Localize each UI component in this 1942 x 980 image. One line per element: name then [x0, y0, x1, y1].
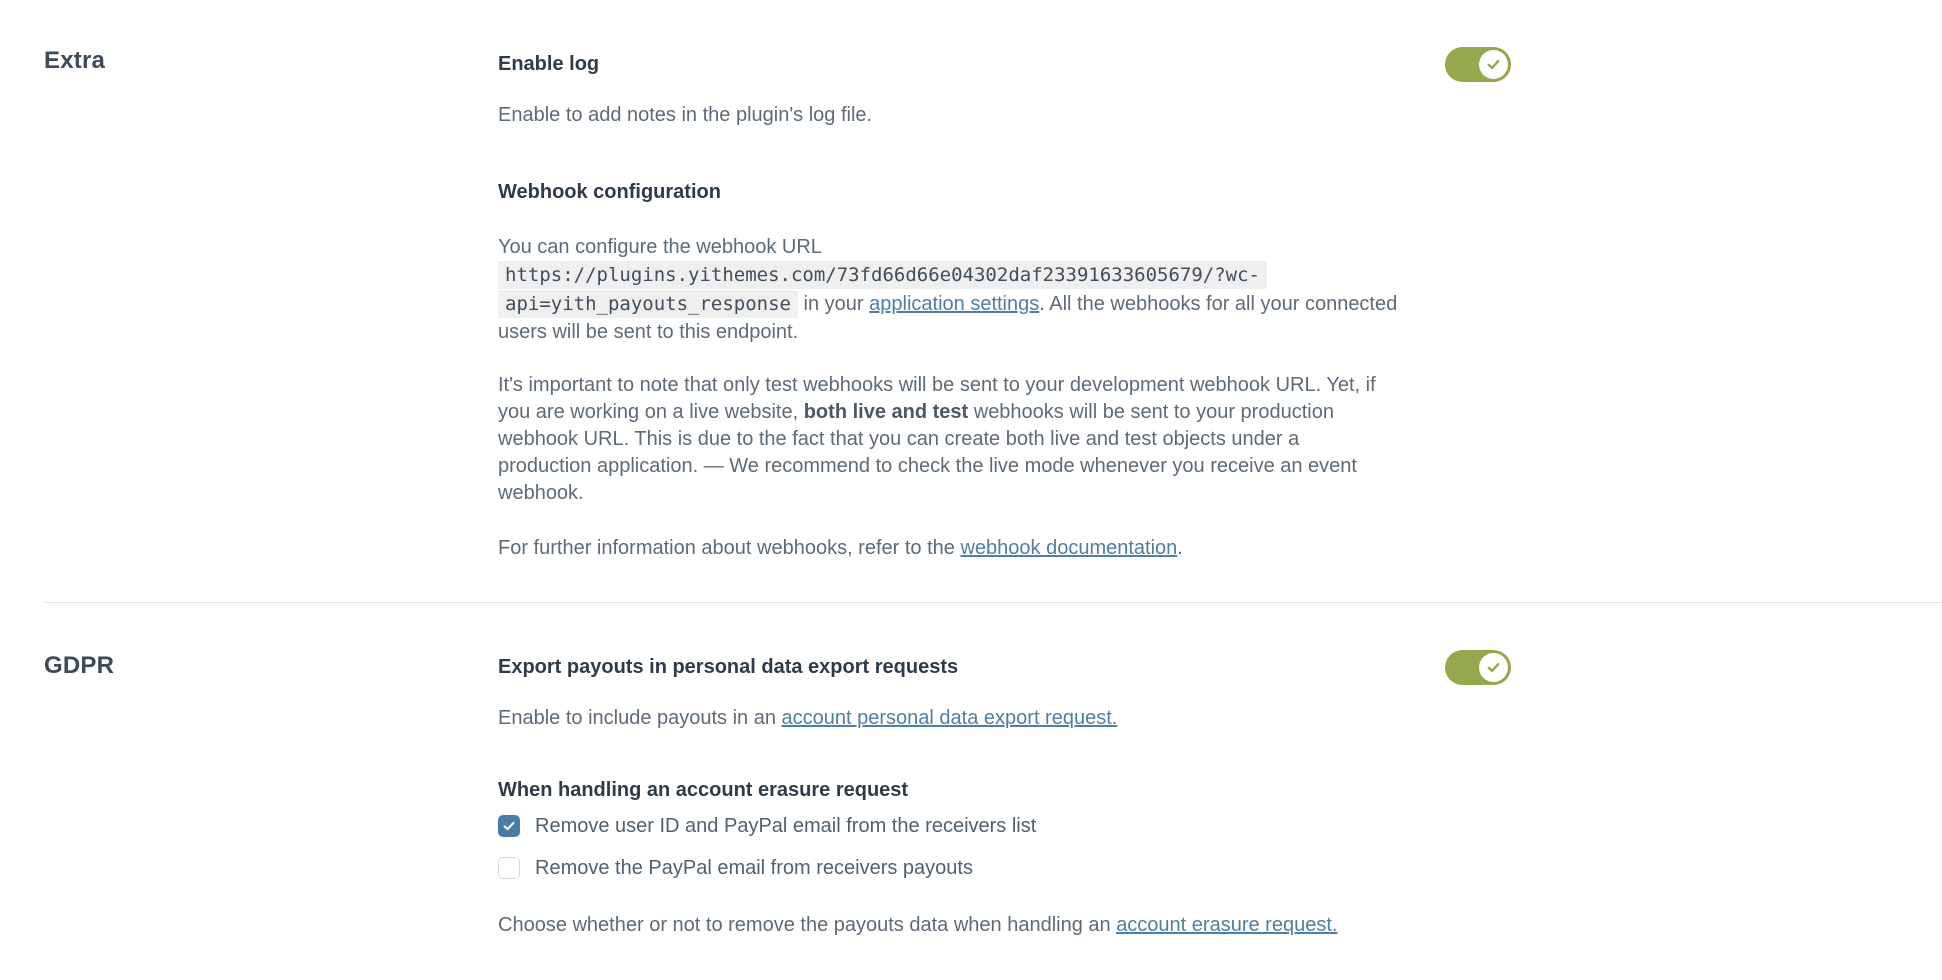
webhook-documentation-link[interactable]: webhook documentation [960, 537, 1178, 559]
account-erasure-request-link[interactable]: account erasure request. [1116, 914, 1338, 936]
section-title-extra: Extra [44, 47, 106, 74]
webhook-paragraph-2 [498, 372, 1398, 507]
section-gdpr-label-column [0, 603, 498, 969]
check-icon [1486, 57, 1501, 72]
application-settings-link[interactable]: application settings [869, 293, 1040, 315]
enable-log-field [498, 46, 1511, 82]
export-desc-text: Enable to include payouts in an [498, 707, 782, 729]
webhook-p2-bold-text: both live and test [803, 401, 969, 423]
webhook-url-code: https://plugins.yithemes.com/73fd66d66e04302daf23391633605679/?wc-api=yith_payouts_response [498, 261, 1267, 318]
webhook-p3-text-before: For further information about webhooks, refer to the [498, 537, 961, 559]
webhook-p1-text-before: You can configure the webhook URL [498, 236, 822, 258]
remove-paypal-email-checkbox-label[interactable]: Remove the PayPal email from receivers payouts [535, 856, 973, 879]
webhook-p1-text-mid: in your [803, 293, 870, 315]
erasure-option-row [498, 854, 1511, 882]
remove-paypal-email-checkbox[interactable] [498, 857, 520, 879]
remove-user-id-checkbox-label[interactable]: Remove user ID and PayPal email from the receivers list [535, 814, 1037, 837]
section-title-gdpr: GDPR [44, 652, 115, 679]
section-gdpr-content [498, 603, 1511, 969]
webhook-p2-text-after: webhooks will be sent to your production webhook URL. This is due to the fact that you can create both live and test objects under a production application. — We recommend to check the live mode whenever you receive an event webhook. [498, 401, 1357, 504]
section-extra-label-column [0, 0, 498, 602]
webhook-paragraph-1 [498, 234, 1398, 346]
toggle-knob [1479, 653, 1508, 682]
remove-user-id-checkbox[interactable] [498, 815, 520, 837]
enable-log-description: Enable to add notes in the plugin's log file. [498, 104, 873, 126]
erasure-description [498, 912, 1398, 939]
webhook-config-heading: Webhook configuration [498, 181, 721, 203]
check-icon [1486, 660, 1501, 675]
enable-log-label: Enable log [498, 52, 600, 75]
export-payouts-toggle[interactable] [1445, 650, 1511, 685]
personal-data-export-request-link[interactable]: account personal data export request. [781, 707, 1118, 729]
toggle-knob [1479, 50, 1508, 79]
webhook-p1-text-after: . All the webhooks for all your connected users will be sent to this endpoint. [498, 293, 1398, 343]
export-payouts-field [498, 649, 1511, 685]
enable-log-toggle[interactable] [1445, 47, 1511, 82]
webhook-paragraph-3 [498, 535, 1398, 562]
section-gdpr [0, 603, 1942, 969]
erasure-options-list [498, 812, 1511, 882]
section-extra-content [498, 0, 1511, 602]
erasure-request-heading: When handling an account erasure request [498, 779, 909, 801]
webhook-p3-text-after: . [1177, 537, 1183, 559]
erasure-option-row [498, 812, 1511, 840]
check-icon [502, 819, 516, 833]
export-payouts-label: Export payouts in personal data export requests [498, 655, 959, 678]
webhook-p2-text-before: It's important to note that only test webhooks will be sent to your development webhook URL. Yet, if you are working on a live website, [498, 374, 1376, 423]
erasure-desc-text: Choose whether or not to remove the payouts data when handling an [498, 914, 1117, 936]
export-payouts-description [498, 705, 1398, 732]
